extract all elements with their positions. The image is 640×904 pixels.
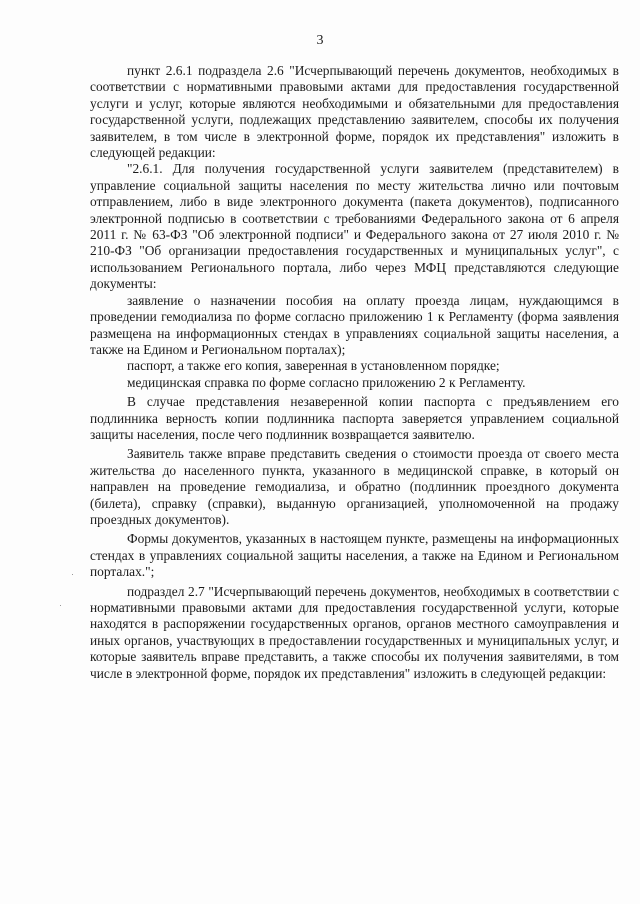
paragraph-medical-certificate-item: медицинская справка по форме согласно приложению 2 к Регламенту. bbox=[127, 374, 526, 390]
paragraph-travel-cost: Заявитель также вправе представить сведения о стоимости проезда от своего места жительства до населенного пункта, указанного в медицинской справке, в который он направлен на проведение гемодиализа, и обратно (подлинник проездного документа (билета), справку (справки), выданную организацией, уполномоченной на продажу проездных документов). bbox=[90, 446, 619, 527]
paragraph-2-6-1-intro: "2.6.1. Для получения государственной услуги заявителем (представителем) в управление социальной защиты населения по месту жительства лично или почтовым отправлением, либо в виде электронного документа (пакета документов), подписанного электронной подписью в соответствии с требованиями Федерального закона от 6 апреля 2011 г. № 63-ФЗ "Об электронной подписи" и Федерального закона от 27 июля 2010 г. № 210-ФЗ "Об организации предоставления государственных и муниципальных услуг", с использованием Регионального портала, либо через МФЦ представляются следующие документы: bbox=[90, 161, 619, 292]
paragraph-passport-item: паспорт, а также его копия, заверенная в установленном порядке; bbox=[127, 358, 500, 374]
paragraph-passport-copy: В случае представления незаверенной копии паспорта с предъявлением его подлинника верность копии подлинника паспорта заверяется управлением социальной защиты населения, после чего подлинник возвращается заявителю. bbox=[90, 394, 619, 442]
paragraph-amend-2-7: подраздел 2.7 "Исчерпывающий перечень документов, необходимых в соответствии с нормативными правовыми актами для предоставления государственной услуги, которые находятся в распоряжении государственных органов, органов местного самоуправления и иных органов, участвующих в предоставлении государственных и муниципальных услуг, и которые заявитель вправе представить, а также способы их получения заявителями, в том числе в электронной форме, порядок их представления" изложить в следующей редакции: bbox=[90, 583, 619, 681]
page-number: 3 bbox=[316, 33, 324, 48]
scan-speck bbox=[60, 605, 61, 606]
paragraph-application-item: заявление о назначении пособия на оплату проезда лицам, нуждающимся в проведении гемодиализа по форме согласно приложению 1 к Регламенту (форма заявления размещена на информационных стендах в управлениях социальной защиты населения, а также на Едином и Региональном порталах); bbox=[90, 292, 619, 357]
document-body bbox=[90, 63, 619, 682]
paragraph-document-forms: Формы документов, указанных в настоящем пункте, размещены на информационных стендах в управлениях социальной защиты населения, а также на Едином и Региональном порталах."; bbox=[90, 531, 619, 580]
paragraph-amend-2-6-1: пункт 2.6.1 подраздела 2.6 "Исчерпывающий перечень документов, необходимых в соответствии с нормативными правовыми актами для предоставления государственной услуги и услуг, которые являются необходимыми и обязательными для предоставления государственной услуги, подлежащих представлению заявителем, способы их получения заявителем, в том числе в электронной форме, порядок их представления" изложить в следующей редакции: bbox=[90, 63, 619, 161]
scan-speck bbox=[72, 574, 73, 575]
